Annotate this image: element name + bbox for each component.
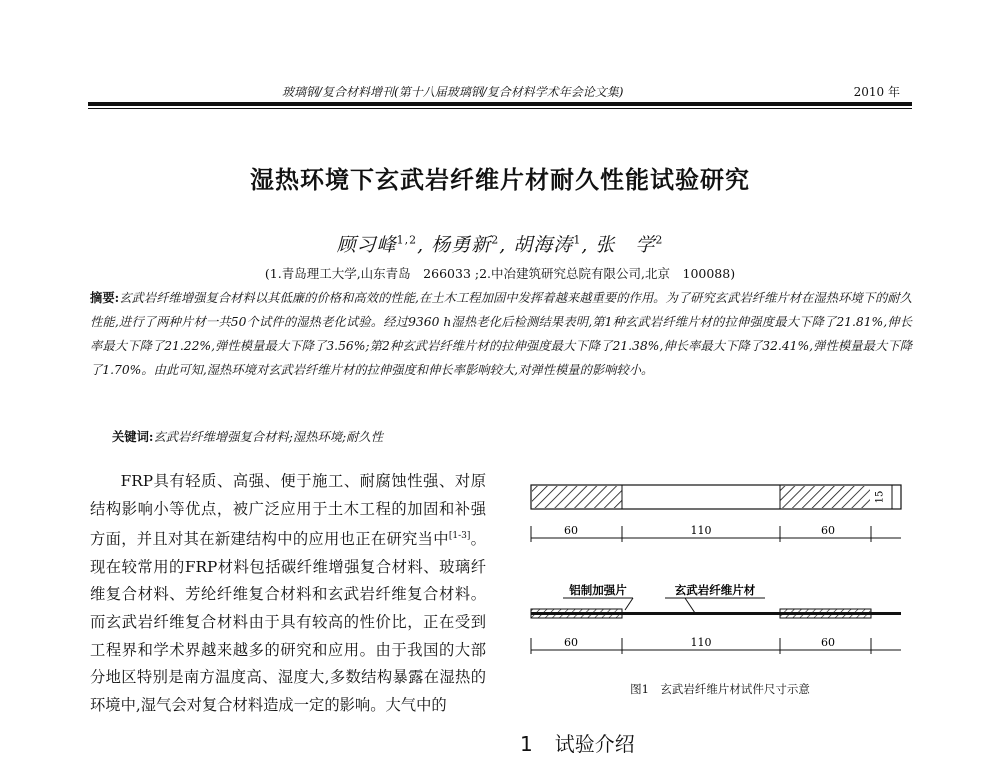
keywords-text: 玄武岩纤维增强复合材料;湿热环境;耐久性: [153, 430, 384, 444]
citation: [1-3]: [448, 531, 471, 542]
header-rule-thick: [88, 102, 912, 106]
header-year: 2010 年: [853, 85, 900, 99]
intro-paragraph: [90, 468, 486, 719]
affiliations: (1.青岛理工大学,山东青岛 266033 ;2.中冶建筑研究总院有限公司,北京 100088): [264, 266, 736, 281]
author-name: 张 学: [595, 234, 656, 256]
author-affiliation-mark: 1: [573, 233, 582, 247]
body-column-left: [90, 468, 486, 719]
abstract-text: 玄武岩纤维增强复合材料以其低廉的价格和高效的性能,在土木工程加固中发挥着越来越重要的作用。为了研究玄武岩纤维片材在湿热环境下的耐久性能,进行了两种片材一共50个试件的湿热老化试验。经过9360 h湿热老化后检测结果表明,第1种玄武岩纤维片材的拉伸强度最大下降了21.81%,伸长率最大下降了21.22%,弹性模量最大下降了3.56%;第2种玄武岩纤维片材的拉伸强度最大下降了21.38%,伸长率最大下降了32.41%,弹性模量最大下降了1.70%。由此可知,湿热环境对玄武岩纤维片材的拉伸强度和伸长率影响较大,对弹性模量的影响较小。: [90, 291, 912, 377]
leader-line: [625, 598, 633, 610]
keywords-label: 关键词:: [112, 429, 154, 444]
paper-title: 湿热环境下玄武岩纤维片材耐久性能试验研究: [250, 166, 750, 194]
basalt-sheet-label: 玄武岩纤维片材: [674, 583, 756, 597]
dimension-label: 60: [821, 636, 835, 649]
dimension-label: 110: [690, 636, 712, 649]
intro-text: FRP具有轻质、高强、便于施工、耐腐蚀性强、对原结构影响小等优点，被广泛应用于土木工程的加固和补强方面，并且对其在新建结构中的应用也正在研究当中: [90, 472, 486, 549]
dimension-label: 60: [564, 524, 578, 537]
leader-line: [685, 598, 695, 613]
specimen-side-view: [531, 583, 901, 654]
intro-text-cont: 。现在较常用的FRP材料包括碳纤维增强复合材料、玻璃纤维复合材料、芳纶纤维复合材料和玄武岩纤维复合材料。而玄武岩纤维复合材料由于具有较高的性价比，正在受到工程界和学术界越来越多的研究和应用。由于我国的大部分地区特别是南方温度高、湿度大,多数结构暴露在湿热的环境中,湿气会对复合材料造成一定的影响。大气中的: [90, 530, 486, 714]
journal-name: 玻璃钢/复合材料增刊(第十八届玻璃钢/复合材料学术年会论文集): [282, 85, 624, 99]
aluminum-tab-right: [780, 486, 870, 508]
keywords: [112, 427, 912, 445]
abstract: [90, 286, 912, 382]
width-dimension-label: 15: [874, 490, 886, 504]
specimen-top-view: [531, 485, 901, 542]
dimension-label: 60: [821, 524, 835, 537]
author-name: 杨勇新: [431, 234, 492, 256]
running-header: [92, 82, 900, 100]
dimension-label: 60: [564, 636, 578, 649]
basalt-sheet-side: [531, 612, 901, 615]
dimension-label: 110: [690, 524, 712, 537]
section-number: 1: [520, 732, 533, 756]
header-rule-thin: [88, 108, 912, 109]
aluminum-tab-label: 铝制加强片: [569, 583, 627, 597]
author-name: 胡海涛: [513, 234, 574, 256]
author-affiliation-mark: 2: [491, 233, 500, 247]
abstract-label: 摘要:: [90, 290, 120, 305]
author-affiliation-mark: 2: [655, 233, 664, 247]
author-affiliation-mark: 1,2: [396, 233, 418, 247]
specimen-dimension-figure: [525, 468, 915, 708]
author-list: 顾习峰$^{1,2}$, 杨勇新$^2$, 胡海涛$^1$, 张 学$^2$: [336, 233, 664, 256]
aluminum-tab-left: [532, 486, 622, 508]
section-heading: [520, 728, 635, 757]
section-title: 试验介绍: [554, 732, 635, 756]
figure-caption: 图1 玄武岩纤维片材试件尺寸示意: [630, 682, 810, 696]
author-name: 顾习峰: [336, 234, 397, 256]
